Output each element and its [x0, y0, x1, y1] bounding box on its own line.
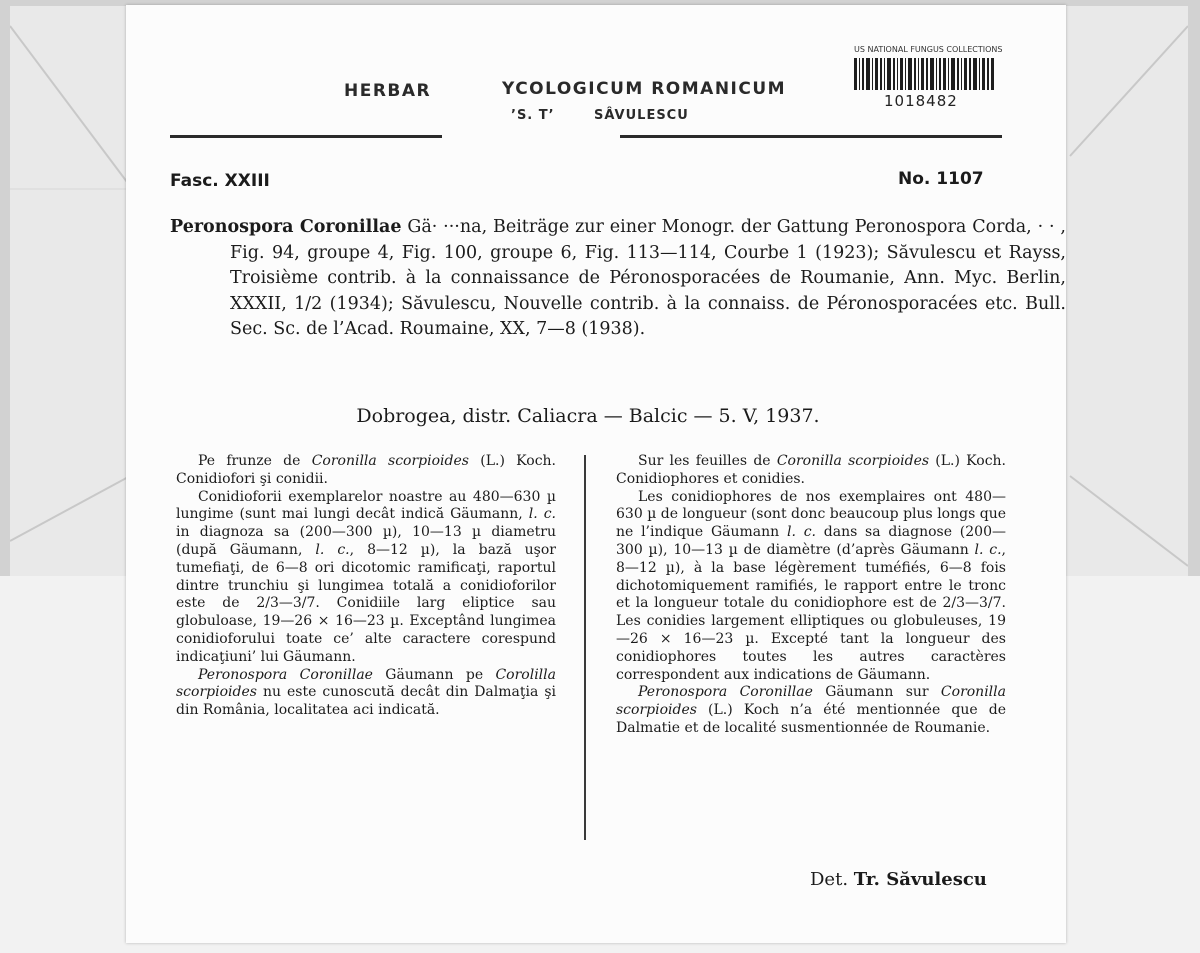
fr-p2-text: Les conidiophores de nos exemplaires ont 480—630 µ de longueur (sont donc beaucoup plus longs que ne l’indique Gäumann [616, 488, 1006, 541]
barcode-block [854, 45, 1004, 110]
ro-p2-text-mid: in diagnoza sa (200—300 µ), 10—13 µ diametru (după Gäumann, [176, 524, 556, 558]
fr-paragraph-morphology [616, 489, 1006, 685]
ro-lc-1: l. c. [528, 506, 556, 523]
header-title-left: HERBAR [344, 81, 432, 101]
citation-text: Gä· ···na, Beiträge zur einer Monogr. der Gattung Peronospora Corda, · · , Fig. 94, groupe 4, Fig. 100, groupe 6, Fig. 113—114, Courbe 1 (1923); Săvulescu et Rayss, Troisième contrib. à la connaissance de Péronosporacées de Roumanie, Ann. Myc. Berlin, XXXII, 1/2 (1934); Săvulescu, Nouvelle contrib. à la connaiss. de Péronosporacées etc. Bull. Sec. Sc. de l’Acad. Roumaine, XX, 7—8 (1938). [230, 217, 1066, 339]
ro-p3-host: Corolilla scorpioides [176, 666, 556, 701]
fr-p1-text: Sur les feuilles de [638, 453, 777, 469]
specimen-number: No. 1107 [898, 169, 984, 189]
fr-p2-text-mid: dans sa diagnose (200—300 µ), 10—13 µ de diamètre (d’après Gäumann [616, 524, 1006, 558]
barcode-number: 1018482 [884, 92, 958, 110]
fr-p3-text: Gäumann sur [812, 684, 941, 701]
fr-p3-host: Coronilla scorpioides [616, 684, 1006, 719]
ro-p3-taxon: Peronospora Coronillae [198, 666, 373, 683]
ro-p1-text: Pe frunze de [198, 453, 312, 469]
determiner-prefix: Det. [810, 869, 854, 890]
ro-paragraph-morphology [176, 489, 556, 667]
ro-p2-text-end: , 8—12 µ), la bază uşor tumefiaţi, de 6—8 ori dicotomic ramificaţi, raportul dintre trunchiu şi lungimea totală a conidioforilor este de 2/3—3/7. Conidiile larg eliptice sau globuloase, 19—26 × 16—23 µ. Exceptând lungimea conidioforului toate ce’ alte caractere corespund indicaţiuni’ lui Gäumann. [176, 541, 556, 665]
column-divider [584, 455, 586, 840]
barcode-caption: US NATIONAL FUNGUS COLLECTIONS [854, 45, 1003, 54]
taxon-name: Peronospora Coronillae [170, 217, 402, 237]
description-romanian [176, 453, 556, 720]
fr-host-name: Coronilla scorpioides [776, 453, 930, 469]
herbarium-label [126, 5, 1066, 943]
ro-host-name: Coronilla scorpioides [311, 453, 469, 469]
fr-lc-2: l. c. [974, 541, 1002, 558]
ro-p2-text: Conidioforii exemplarelor noastre au 480—630 µ lungime (sunt mai lungi decât indică Gäumann, [176, 488, 556, 523]
ro-p3-text: Gäumann pe [372, 666, 496, 683]
header-subtitle-left: ’S. T’ [511, 108, 555, 123]
barcode-icon [854, 58, 994, 90]
fr-paragraph-host [616, 453, 1006, 489]
header-rule-right [620, 135, 1002, 138]
collection-locality: Dobrogea, distr. Caliacra — Balcic — 5. V, 1937. [356, 405, 820, 427]
description-french [616, 453, 1006, 738]
fr-p2-text-end: , 8—12 µ), à la base légèrement tuméfiés, 6—8 fois dichotomiquement ramifiés, le rapport entre le tronc et la longueur totale du conidiophore est de 2/3—3/7. Les conidies largement elliptiques ou globuleuses, 19—26 × 16—23 µ. Excepté tant la longueur des conidiophores toutes les autres caractères correspondent aux indications de Gäumann. [616, 541, 1006, 683]
fr-p3-taxon: Peronospora Coronillae [638, 684, 813, 701]
fr-p3-text-end: (L.) Koch n’a été mentionnée que de Dalmatie et de localité susmentionnée de Roumanie. [616, 702, 1006, 736]
fascicle-label: Fasc. XXIII [170, 171, 270, 191]
ro-paragraph-host [176, 453, 556, 489]
ro-p1-text-end: (L.) Koch. Conidiofori şi conidii. [176, 453, 556, 487]
fr-lc-1: l. c. [786, 524, 816, 541]
ro-p3-text-end: nu este cunoscută decât din Dalmaţia şi din România, localitatea aci indicată. [176, 684, 556, 719]
fr-paragraph-distribution [616, 684, 1006, 737]
ro-paragraph-distribution [176, 667, 556, 720]
determiner-line [810, 869, 987, 890]
ro-lc-2: l. c. [315, 541, 350, 558]
determiner-name: Tr. Săvulescu [853, 869, 987, 890]
taxon-citation [170, 215, 1066, 343]
header-subtitle-right: SÂVULESCU [594, 108, 689, 123]
header-title-right: YCOLOGICUM ROMANICUM [502, 79, 787, 99]
fr-p1-text-end: (L.) Koch. Conidiophores et conidies. [616, 453, 1007, 487]
header-rule-left [170, 135, 442, 138]
